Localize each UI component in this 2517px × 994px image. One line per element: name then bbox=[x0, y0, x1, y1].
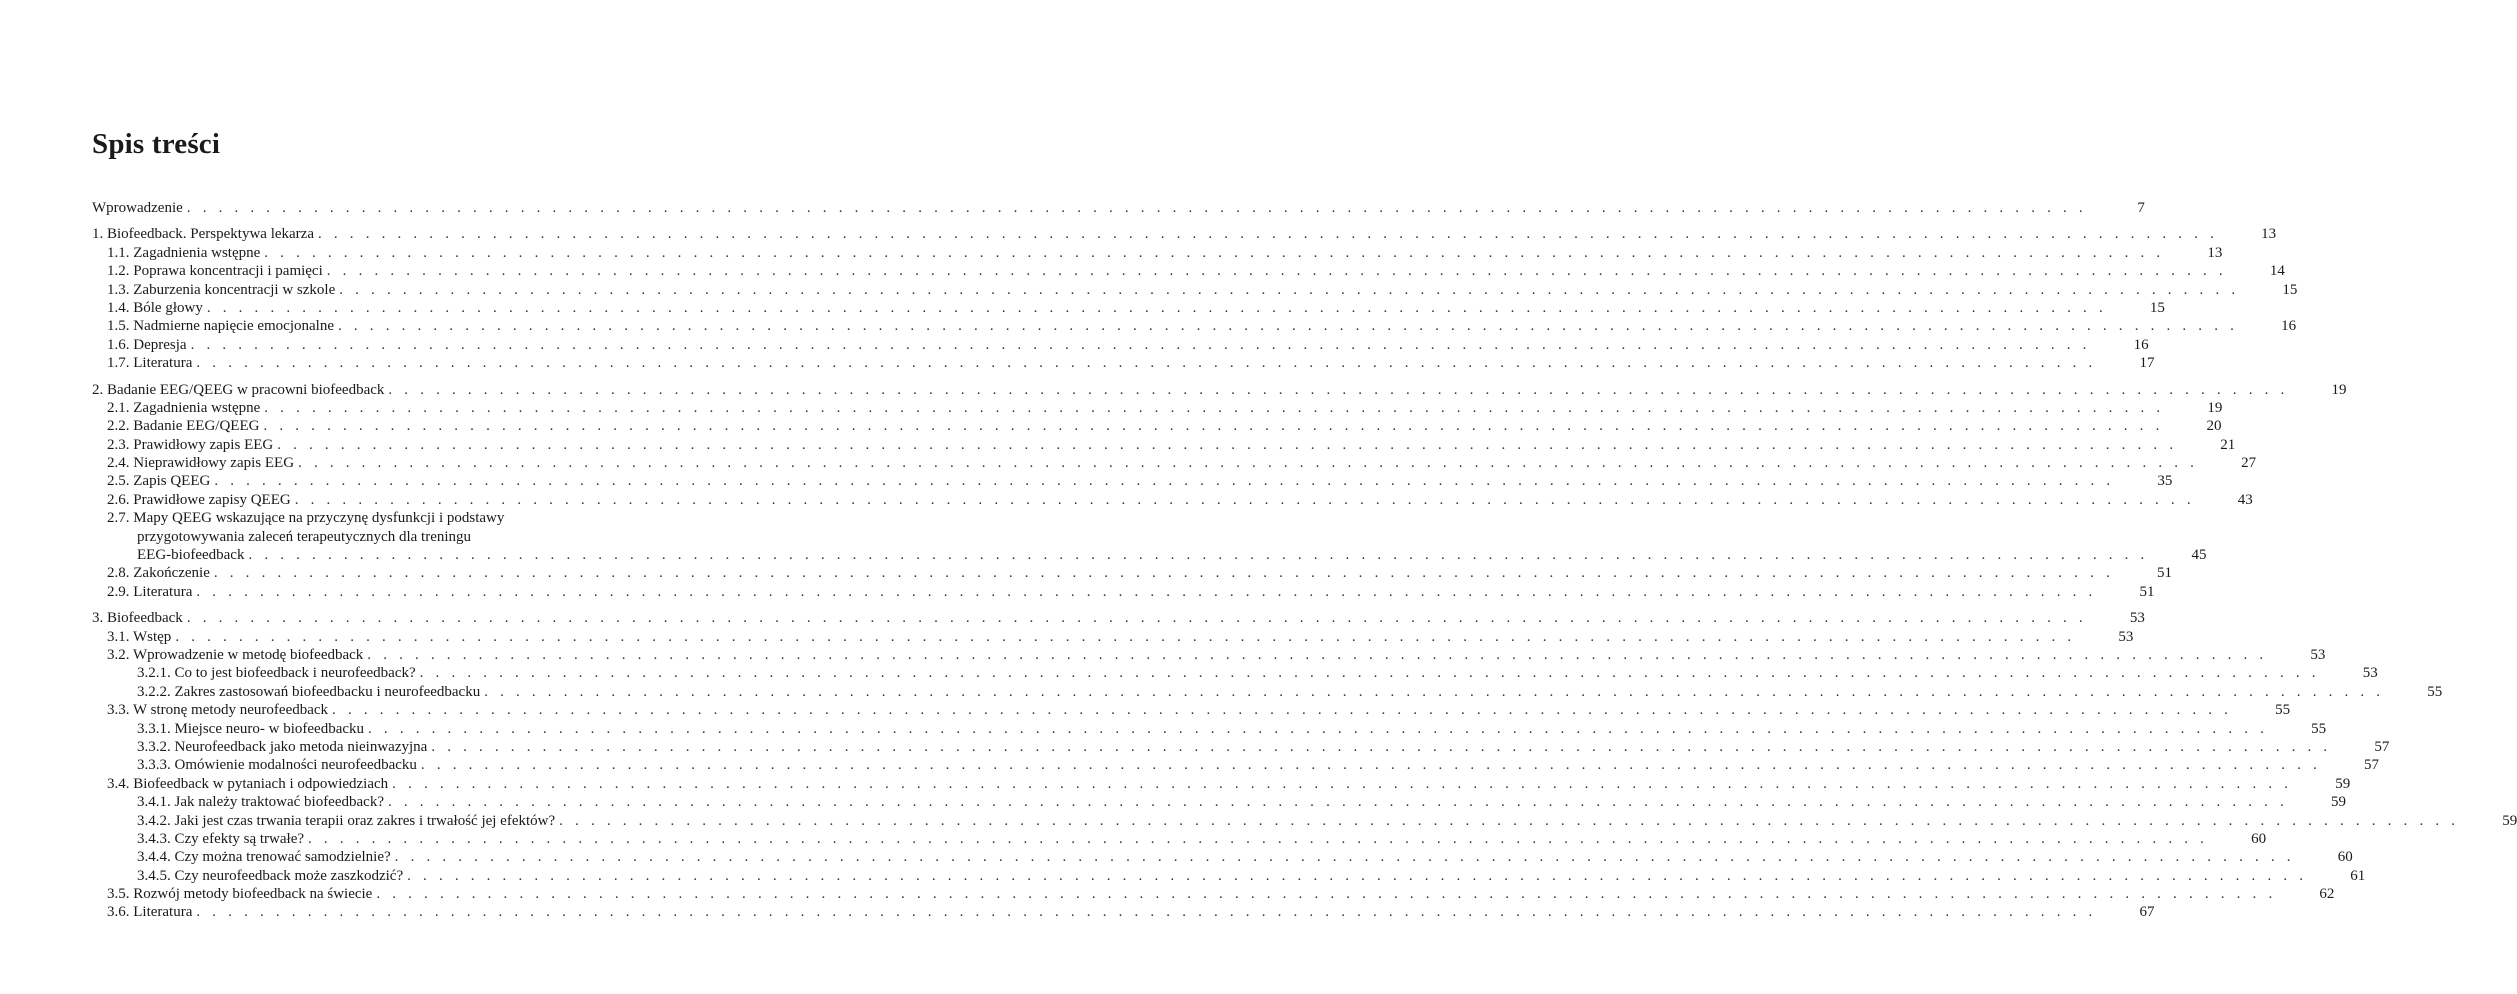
dot-leader: . . . . . . . . . . . . . . . . . . . . . . . . . . . . . . . . . . . . . . . . . . . . . . . . . . . . . . . . . . . . . . . . . . . . . . . . . . . . . . . . . . . . . . . . . . . . . . . . . . . . . . . . . . . . . . . . . . . . . . . . bbox=[326, 263, 2227, 280]
toc-entry-title: 3.4.4. Czy można trenować samodzielnie? bbox=[137, 849, 391, 866]
toc-entry-page-number: 51 bbox=[2139, 583, 2155, 600]
toc-entry[interactable] bbox=[92, 738, 2390, 756]
toc-entry-title: 3.2. Wprowadzenie w metodę biofeedback bbox=[107, 646, 364, 663]
toc-entry-title: 1.1. Zagadnienia wstępne bbox=[107, 244, 261, 261]
toc-entry-title: 3.4.1. Jak należy traktować biofeedback? bbox=[137, 794, 384, 811]
toc-entry-title: 1.5. Nadmierne napięcie emocjonalne bbox=[107, 318, 334, 335]
toc-entry-page-number: 17 bbox=[2139, 355, 2155, 372]
toc-entry[interactable] bbox=[92, 336, 2149, 354]
toc-entry-title: 2. Badanie EEG/QEEG w pracowni biofeedback bbox=[92, 381, 385, 398]
toc-entry-page-number: 15 bbox=[2149, 299, 2165, 316]
toc-entry[interactable] bbox=[92, 793, 2347, 811]
toc-entry-page-number: 15 bbox=[2282, 281, 2298, 298]
dot-leader: . . . . . . . . . . . . . . . . . . . . . . . . . . . . . . . . . . . . . . . . . . . . . . . . . . . . . . . . . . . . . . . . . . . . . . . . . . . . . . . . . . . . . . . . . . . . . . . . . . . . . . . . . . . . . . . . . . . . . . . . bbox=[206, 299, 2107, 316]
dot-leader: . . . . . . . . . . . . . . . . . . . . . . . . . . . . . . . . . . . . . . . . . . . . . . . . . . . . . . . . . . . . . . . . . . . . . . . . . . . . . . . . . . . . . . . . . . . . . . . . . . . . . . . . . . . . . . . . . . . . . . . . bbox=[387, 794, 2289, 811]
toc-entry[interactable] bbox=[92, 609, 2145, 627]
toc-entry-title: Wprowadzenie bbox=[92, 199, 183, 216]
toc-entry[interactable] bbox=[92, 244, 2223, 262]
toc-entry-title: 3.2.1. Co to jest biofeedback i neurofeedback? bbox=[137, 665, 416, 682]
toc-entry-title: 3.4.2. Jaki jest czas trwania terapii oraz zakres i trwałość jej efektów? bbox=[137, 812, 556, 829]
toc-entry-title: 1.6. Depresja bbox=[107, 336, 187, 353]
dot-leader: . . . . . . . . . . . . . . . . . . . . . . . . . . . . . . . . . . . . . . . . . . . . . . . . . . . . . . . . . . . . . . . . . . . . . . . . . . . . . . . . . . . . . . . . . . . . . . . . . . . . . . . . . . . . . . . . . . . . . . . . bbox=[196, 904, 2097, 921]
toc-entry-page-number: 59 bbox=[2502, 812, 2517, 829]
page-title: Spis treści bbox=[92, 128, 221, 160]
dot-leader: . . . . . . . . . . . . . . . . . . . . . . . . . . . . . . . . . . . . . . . . . . . . . . . . . . . . . . . . . . . . . . . . . . . . . . . . . . . . . . . . . . . . . . . . . . . . . . . . . . . . . . . . . . . . . . . . . . . . . . . . bbox=[196, 583, 2097, 600]
toc-entry[interactable] bbox=[92, 683, 2443, 701]
toc-entry[interactable] bbox=[92, 472, 2173, 490]
dot-leader: . . . . . . . . . . . . . . . . . . . . . . . . . . . . . . . . . . . . . . . . . . . . . . . . . . . . . . . . . . . . . . . . . . . . . . . . . . . . . . . . . . . . . . . . . . . . . . . . . . . . . . . . . . . . . . . . . . . . . . . . bbox=[214, 473, 2115, 490]
toc-entry[interactable] bbox=[92, 436, 2236, 454]
toc-entry-title: 2.1. Zagadnienia wstępne bbox=[107, 399, 261, 416]
dot-leader: . . . . . . . . . . . . . . . . . . . . . . . . . . . . . . . . . . . . . . . . . . . . . . . . . . . . . . . . . . . . . . . . . . . . . . . . . . . . . . . . . . . . . . . . . . . . . . . . . . . . . . . . . . . . . . . . . . . . . . . . bbox=[186, 199, 2087, 216]
toc-entry-title: 3. Biofeedback bbox=[92, 610, 183, 627]
toc-entry-page-number: 43 bbox=[2237, 491, 2253, 508]
toc-entry-title: 3.3. W stronę metody neurofeedback bbox=[107, 702, 329, 719]
toc-entry-title: 3.4.3. Czy efekty są trwałe? bbox=[137, 830, 305, 847]
toc-entry[interactable] bbox=[92, 417, 2222, 435]
toc-entry-title: 2.7. Mapy QEEG wskazujące na przyczynę dysfunkcji i podstawy bbox=[107, 510, 505, 527]
toc-entry-page-number: 60 bbox=[2251, 830, 2267, 847]
toc-entry[interactable] bbox=[92, 399, 2223, 417]
toc-entry-page-number: 55 bbox=[2311, 720, 2327, 737]
toc-entry-title: 3.3.2. Neurofeedback jako metoda nieinwazyjna bbox=[137, 738, 428, 755]
toc-entry[interactable] bbox=[92, 664, 2378, 682]
toc-entry-title: 3.6. Literatura bbox=[107, 904, 193, 921]
dot-leader: . . . . . . . . . . . . . . . . . . . . . . . . . . . . . . . . . . . . . . . . . . . . . . . . . . . . . . . . . . . . . . . . . . . . . . . . . . . . . . . . . . . . . . . . . . . . . . . . . . . . . . . . . . . . . . . . . . . . . . . . bbox=[298, 455, 2199, 472]
dot-leader: . . . . . . . . . . . . . . . . . . . . . . . . . . . . . . . . . . . . . . . . . . . . . . . . . . . . . . . . . . . . . . . . . . . . . . . . . . . . . . . . . . . . . . . . . . . . . . . . . . . . . . . . . . . . . . . . . . . . . . . . bbox=[248, 547, 2149, 564]
toc-entry[interactable] bbox=[92, 281, 2298, 299]
dot-leader: . . . . . . . . . . . . . . . . . . . . . . . . . . . . . . . . . . . . . . . . . . . . . . . . . . . . . . . . . . . . . . . . . . . . . . . . . . . . . . . . . . . . . . . . . . . . . . . . . . . . . . . . . . . . . . . . . . . . . . . . bbox=[339, 281, 2240, 298]
toc-entry[interactable] bbox=[92, 720, 2327, 738]
toc-entry[interactable] bbox=[92, 646, 2326, 664]
toc-entry[interactable] bbox=[92, 317, 2297, 335]
toc-entry[interactable] bbox=[92, 756, 2379, 774]
toc-entry-page-number: 45 bbox=[2191, 547, 2207, 564]
dot-leader: . . . . . . . . . . . . . . . . . . . . . . . . . . . . . . . . . . . . . . . . . . . . . . . . . . . . . . . . . . . . . . . . . . . . . . . . . . . . . . . . . . . . . . . . . . . . . . . . . . . . . . . . . . . . . . . . . . . . . . . . bbox=[420, 757, 2321, 774]
toc-entry-page-number: 57 bbox=[2363, 757, 2379, 774]
toc-entry-page-number: 53 bbox=[2129, 610, 2145, 627]
dot-leader: . . . . . . . . . . . . . . . . . . . . . . . . . . . . . . . . . . . . . . . . . . . . . . . . . . . . . . . . . . . . . . . . . . . . . . . . . . . . . . . . . . . . . . . . . . . . . . . . . . . . . . . . . . . . . . . . . . . . . . . . bbox=[264, 244, 2165, 261]
toc-entry-title: 3.3.3. Omówienie modalności neurofeedbacku bbox=[137, 757, 417, 774]
toc-entry[interactable] bbox=[92, 564, 2172, 582]
toc-entry-page-number: 55 bbox=[2427, 683, 2443, 700]
toc-entry-title: 1. Biofeedback. Perspektywa lekarza bbox=[92, 226, 314, 243]
toc-entry[interactable] bbox=[92, 701, 2291, 719]
toc-entry[interactable] bbox=[92, 509, 666, 527]
dot-leader: . . . . . . . . . . . . . . . . . . . . . . . . . . . . . . . . . . . . . . . . . . . . . . . . . . . . . . . . . . . . . . . . . . . . . . . . . . . . . . . . . . . . . . . . . . . . . . . . . . . . . . . . . . . . . . . . . . . . . . . . bbox=[392, 775, 2293, 792]
dot-leader: . . . . . . . . . . . . . . . . . . . . . . . . . . . . . . . . . . . . . . . . . . . . . . . . . . . . . . . . . . . . . . . . . . . . . . . . . . . . . . . . . . . . . . . . . . . . . . . . . . . . . . . . . . . . . . . . . . . . . . . . bbox=[338, 318, 2239, 335]
toc-entry-page-number: 16 bbox=[2133, 336, 2149, 353]
toc-entry-page-number: 13 bbox=[2261, 226, 2277, 243]
toc-entry-page-number: 51 bbox=[2156, 565, 2172, 582]
dot-leader: . . . . . . . . . . . . . . . . . . . . . . . . . . . . . . . . . . . . . . . . . . . . . . . . . . . . . . . . . . . . . . . . . . . . . . . . . . . . . . . . . . . . . . . . . . . . . . . . . . . . . . . . . . . . . . . . . . . . . . . . bbox=[376, 886, 2277, 903]
dot-leader: . . . . . . . . . . . . . . . . . . . . . . . . . . . . . . . . . . . . . . . . . . . . . . . . . . . . . . . . . . . . . . . . . . . . . . . . . . . . . . . . . . . . . . . . . . . . . . . . . . . . . . . . . . . . . . . . . . . . . . . . bbox=[407, 867, 2308, 884]
toc-entry-page-number: 21 bbox=[2220, 436, 2236, 453]
dot-leader: . . . . . . . . . . . . . . . . . . . . . . . . . . . . . . . . . . . . . . . . . . . . . . . . . . . . . . . . . . . . . . . . . . . . . . . . . . . . . . . . . . . . . . . . . . . . . . . . . . . . . . . . . . . . . . . . . . . . . . . . bbox=[308, 830, 2209, 847]
toc-entry[interactable] bbox=[92, 262, 2285, 280]
toc-entry-page-number: 61 bbox=[2350, 867, 2366, 884]
dot-leader: . . . . . . . . . . . . . . . . . . . . . . . . . . . . . . . . . . . . . . . . . . . . . . . . . . . . . . . . . . . . . . . . . . . . . . . . . . . . . . . . . . . . . . . . . . . . . . . . . . . . . . . . . . . . . . . . . . . . . . . . bbox=[368, 720, 2269, 737]
toc-entry-title: 2.9. Literatura bbox=[107, 583, 193, 600]
toc-entry[interactable] bbox=[92, 381, 2347, 399]
toc-entry[interactable] bbox=[92, 775, 2351, 793]
toc-entry[interactable] bbox=[92, 830, 2267, 848]
toc-entry-page-number: 53 bbox=[2362, 665, 2378, 682]
toc-entry-continuation[interactable] bbox=[92, 546, 2207, 564]
toc-entry-title: 3.5. Rozwój metody biofeedback na świecie bbox=[107, 886, 373, 903]
toc-entry-page-number: 62 bbox=[2319, 886, 2335, 903]
toc-entry-page-number: 19 bbox=[2207, 399, 2223, 416]
toc-entry-page-number: 53 bbox=[2118, 628, 2134, 645]
toc-entry-page-number: 60 bbox=[2337, 849, 2353, 866]
toc-entry-page-number: 19 bbox=[2331, 381, 2347, 398]
dot-leader: . . . . . . . . . . . . . . . . . . . . . . . . . . . . . . . . . . . . . . . . . . . . . . . . . . . . . . . . . . . . . . . . . . . . . . . . . . . . . . . . . . . . . . . . . . . . . . . . . . . . . . . . . . . . . . . . . . . . . . . . bbox=[196, 355, 2097, 372]
toc-entry[interactable] bbox=[92, 867, 2366, 885]
toc-entry-title: 2.4. Nieprawidłowy zapis EEG bbox=[107, 455, 295, 472]
toc-entry-page-number: 27 bbox=[2241, 455, 2257, 472]
dot-leader: . . . . . . . . . . . . . . . . . . . . . . . . . . . . . . . . . . . . . . . . . . . . . . . . . . . . . . . . . . . . . . . . . . . . . . . . . . . . . . . . . . . . . . . . . . . . . . . . . . . . . . . . . . . . . . . . . . . . . . . . bbox=[332, 702, 2233, 719]
toc-entry-page-number: 67 bbox=[2139, 904, 2155, 921]
dot-leader: . . . . . . . . . . . . . . . . . . . . . . . . . . . . . . . . . . . . . . . . . . . . . . . . . . . . . . . . . . . . . . . . . . . . . . . . . . . . . . . . . . . . . . . . . . . . . . . . . . . . . . . . . . . . . . . . . . . . . . . . bbox=[559, 812, 2460, 829]
toc-entry-page-number: 57 bbox=[2374, 738, 2390, 755]
toc-entry-title: 3.4. Biofeedback w pytaniach i odpowiedziach bbox=[107, 775, 389, 792]
toc-entry[interactable] bbox=[92, 583, 2155, 601]
toc-entry-page-number: 59 bbox=[2331, 794, 2347, 811]
toc-entry-page-number: 14 bbox=[2269, 263, 2285, 280]
toc-entry[interactable] bbox=[92, 454, 2257, 472]
dot-leader: . . . . . . . . . . . . . . . . . . . . . . . . . . . . . . . . . . . . . . . . . . . . . . . . . . . . . . . . . . . . . . . . . . . . . . . . . . . . . . . . . . . . . . . . . . . . . . . . . . . . . . . . . . . . . . . . . . . . . . . . bbox=[213, 565, 2114, 582]
toc-entry-title: 2.8. Zakończenie bbox=[107, 565, 210, 582]
toc-entry[interactable] bbox=[92, 299, 2165, 317]
dot-leader: . . . . . . . . . . . . . . . . . . . . . . . . . . . . . . . . . . . . . . . . . . . . . . . . . . . . . . . . . . . . . . . . . . . . . . . . . . . . . . . . . . . . . . . . . . . . . . . . . . . . . . . . . . . . . . . . . . . . . . . . bbox=[484, 683, 2385, 700]
toc-entry-title: 2.2. Badanie EEG/QEEG bbox=[107, 418, 260, 435]
dot-leader: . . . . . . . . . . . . . . . . . . . . . . . . . . . . . . . . . . . . . . . . . . . . . . . . . . . . . . . . . . . . . . . . . . . . . . . . . . . . . . . . . . . . . . . . . . . . . . . . . . . . . . . . . . . . . . . . . . . . . . . . bbox=[394, 849, 2295, 866]
dot-leader: . . . . . . . . . . . . . . . . . . . . . . . . . . . . . . . . . . . . . . . . . . . . . . . . . . . . . . . . . . . . . . . . . . . . . . . . . . . . . . . . . . . . . . . . . . . . . . . . . . . . . . . . . . . . . . . . . . . . . . . . bbox=[367, 646, 2268, 663]
dot-leader: . . . . . . . . . . . . . . . . . . . . . . . . . . . . . . . . . . . . . . . . . . . . . . . . . . . . . . . . . . . . . . . . . . . . . . . . . . . . . . . . . . . . . . . . . . . . . . . . . . . . . . . . . . . . . . . . . . . . . . . . bbox=[419, 665, 2320, 682]
toc-entry-title: 3.3.1. Miejsce neuro- w biofeedbacku bbox=[137, 720, 365, 737]
dot-leader: . . . . . . . . . . . . . . . . . . . . . . . . . . . . . . . . . . . . . . . . . . . . . . . . . . . . . . . . . . . . . . . . . . . . . . . . . . . . . . . . . . . . . . . . . . . . . . . . . . . . . . . . . . . . . . . . . . . . . . . . bbox=[186, 610, 2087, 627]
toc-entry-page-number: 59 bbox=[2335, 775, 2351, 792]
toc-entry[interactable] bbox=[92, 199, 2145, 217]
toc-entry-page-number: 35 bbox=[2157, 473, 2173, 490]
toc-entry-page-number: 16 bbox=[2281, 318, 2297, 335]
toc-entry[interactable] bbox=[92, 903, 2155, 921]
toc-entry[interactable] bbox=[92, 885, 2335, 903]
dot-leader: . . . . . . . . . . . . . . . . . . . . . . . . . . . . . . . . . . . . . . . . . . . . . . . . . . . . . . . . . . . . . . . . . . . . . . . . . . . . . . . . . . . . . . . . . . . . . . . . . . . . . . . . . . . . . . . . . . . . . . . . bbox=[263, 418, 2164, 435]
dot-leader: . . . . . . . . . . . . . . . . . . . . . . . . . . . . . . . . . . . . . . . . . . . . . . . . . . . . . . . . . . . . . . . . . . . . . . . . . . . . . . . . . . . . . . . . . . . . . . . . . . . . . . . . . . . . . . . . . . . . . . . . bbox=[318, 226, 2219, 243]
toc-entry-page-number: 55 bbox=[2275, 702, 2291, 719]
toc-entry-title: 3.1. Wstęp bbox=[107, 628, 172, 645]
toc-entry-title: przygotowywania zaleceń terapeutycznych dla treningu bbox=[137, 528, 472, 545]
dot-leader: . . . . . . . . . . . . . . . . . . . . . . . . . . . . . . . . . . . . . . . . . . . . . . . . . . . . . . . . . . . . . . . . . . . . . . . . . . . . . . . . . . . . . . . . . . . . . . . . . . . . . . . . . . . . . . . . . . . . . . . . bbox=[277, 436, 2178, 453]
dot-leader: . . . . . . . . . . . . . . . . . . . . . . . . . . . . . . . . . . . . . . . . . . . . . . . . . . . . . . . . . . . . . . . . . . . . . . . . . . . . . . . . . . . . . . . . . . . . . . . . . . . . . . . . . . . . . . . . . . . . . . . . bbox=[175, 628, 2076, 645]
toc-entry[interactable] bbox=[92, 225, 2277, 243]
toc-entry[interactable] bbox=[92, 491, 2253, 509]
toc-entry-title: 1.2. Poprawa koncentracji i pamięci bbox=[107, 263, 323, 280]
toc-entry[interactable] bbox=[92, 812, 2517, 830]
table-of-contents bbox=[92, 199, 2517, 922]
toc-entry-title: EEG-biofeedback bbox=[137, 547, 245, 564]
toc-entry-title: 2.3. Prawidłowy zapis EEG bbox=[107, 436, 274, 453]
toc-entry-title: 3.2.2. Zakres zastosowań biofeedbacku i neurofeedbacku bbox=[137, 683, 481, 700]
toc-entry-title: 1.3. Zaburzenia koncentracji w szkole bbox=[107, 281, 336, 298]
dot-leader: . . . . . . . . . . . . . . . . . . . . . . . . . . . . . . . . . . . . . . . . . . . . . . . . . . . . . . . . . . . . . . . . . . . . . . . . . . . . . . . . . . . . . . . . . . . . . . . . . . . . . . . . . . . . . . . . . . . . . . . . bbox=[294, 491, 2195, 508]
toc-entry[interactable] bbox=[92, 848, 2353, 866]
toc-entry-title: 2.5. Zapis QEEG bbox=[107, 473, 211, 490]
toc-entry-page-number: 53 bbox=[2310, 646, 2326, 663]
dot-leader: . . . . . . . . . . . . . . . . . . . . . . . . . . . . . . . . . . . . . . . . . . . . . . . . . . . . . . . . . . . . . . . . . . . . . . . . . . . . . . . . . . . . . . . . . . . . . . . . . . . . . . . . . . . . . . . . . . . . . . . . bbox=[264, 399, 2165, 416]
toc-entry-title: 3.4.5. Czy neurofeedback może zaszkodzić? bbox=[137, 867, 404, 884]
toc-entry-page-number: 13 bbox=[2207, 244, 2223, 261]
toc-entry[interactable] bbox=[92, 628, 2134, 646]
toc-entry-title: 2.6. Prawidłowe zapisy QEEG bbox=[107, 491, 291, 508]
toc-entry-continuation[interactable] bbox=[92, 528, 666, 546]
dot-leader: . . . . . . . . . . . . . . . . . . . . . . . . . . . . . . . . . . . . . . . . . . . . . . . . . . . . . . . . . . . . . . . . . . . . . . . . . . . . . . . . . . . . . . . . . . . . . . . . . . . . . . . . . . . . . . . . . . . . . . . . bbox=[190, 336, 2091, 353]
toc-entry-page-number: 20 bbox=[2206, 418, 2222, 435]
toc-entry-title: 1.7. Literatura bbox=[107, 355, 193, 372]
toc-entry[interactable] bbox=[92, 354, 2155, 372]
dot-leader: . . . . . . . . . . . . . . . . . . . . . . . . . . . . . . . . . . . . . . . . . . . . . . . . . . . . . . . . . . . . . . . . . . . . . . . . . . . . . . . . . . . . . . . . . . . . . . . . . . . . . . . . . . . . . . . . . . . . . . . . bbox=[431, 738, 2332, 755]
toc-entry-title: 1.4. Bóle głowy bbox=[107, 299, 203, 316]
dot-leader: . . . . . . . . . . . . . . . . . . . . . . . . . . . . . . . . . . . . . . . . . . . . . . . . . . . . . . . . . . . . . . . . . . . . . . . . . . . . . . . . . . . . . . . . . . . . . . . . . . . . . . . . . . . . . . . . . . . . . . . . bbox=[388, 381, 2289, 398]
toc-entry-page-number: 7 bbox=[2137, 199, 2145, 216]
